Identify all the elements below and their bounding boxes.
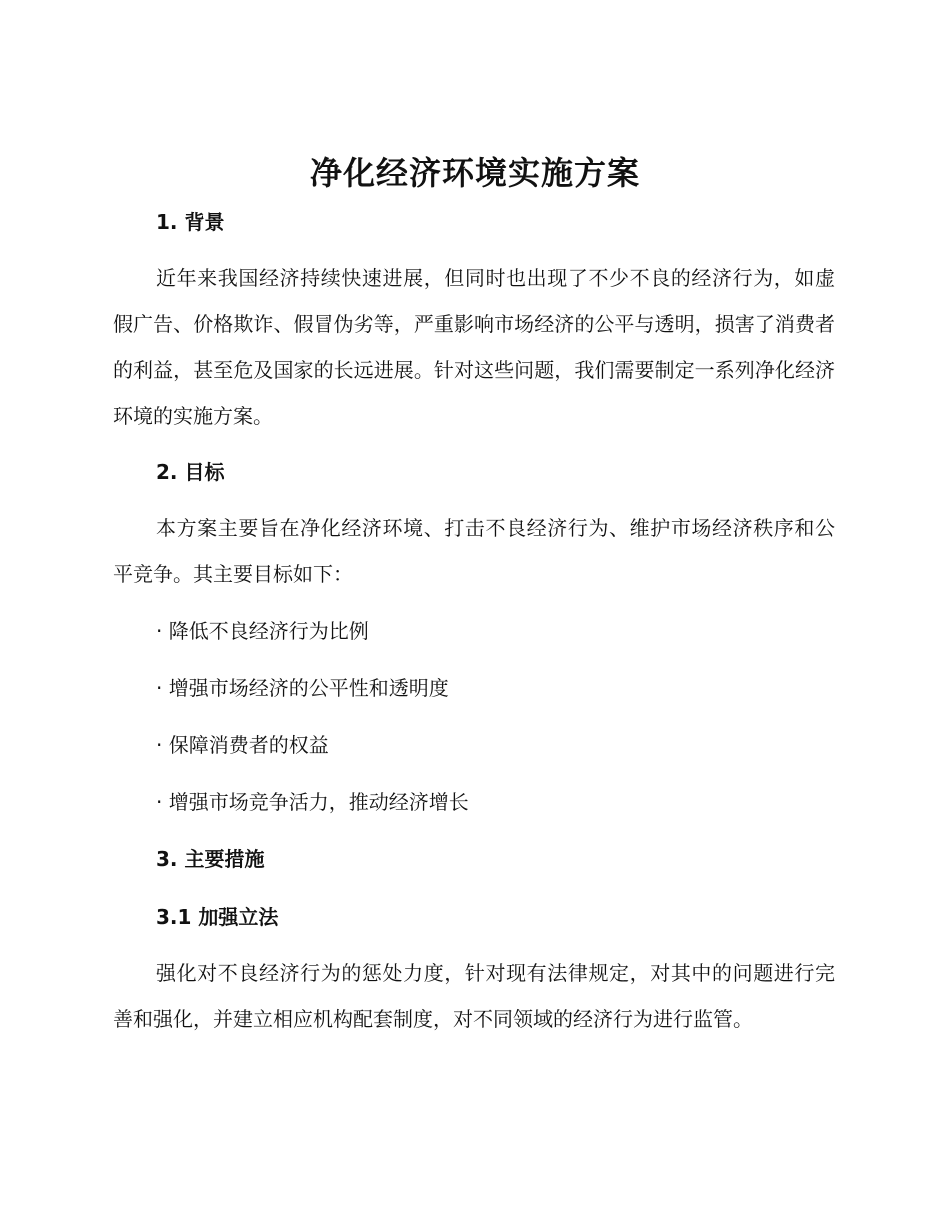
legislation-paragraph: 强化对不良经济行为的惩处力度，针对现有法律规定，对其中的问题进行完善和强化，并建立相应机构配套制度，对不同领域的经济行为进行监管。 [113, 961, 835, 1031]
section-heading-goals: 2. 目标 [156, 460, 225, 484]
background-paragraph: 近年来我国经济持续快速进展，但同时也出现了不少不良的经济行为，如虚假广告、价格欺诈、假冒伪劣等，严重影响市场经济的公平与透明，损害了消费者的利益，甚至危及国家的长远进展。针对这些问题，我们需要制定一系列净化经济环境的实施方案。 [113, 266, 835, 428]
goal-list-item: · 增强市场竞争活力，推动经济增长 [156, 790, 469, 814]
section-heading-background: 1. 背景 [156, 210, 225, 234]
goals-paragraph: 本方案主要旨在净化经济环境、打击不良经济行为、维护市场经济秩序和公平竞争。其主要目标如下： [113, 516, 835, 586]
goal-list-item: · 保障消费者的权益 [156, 733, 329, 757]
section-heading-measures: 3. 主要措施 [156, 847, 265, 871]
document-title: 净化经济环境实施方案 [309, 154, 640, 192]
goal-list-item: · 降低不良经济行为比例 [156, 619, 369, 643]
goal-list-item: · 增强市场经济的公平性和透明度 [156, 676, 449, 700]
subsection-heading-legislation: 3.1 加强立法 [156, 905, 279, 929]
